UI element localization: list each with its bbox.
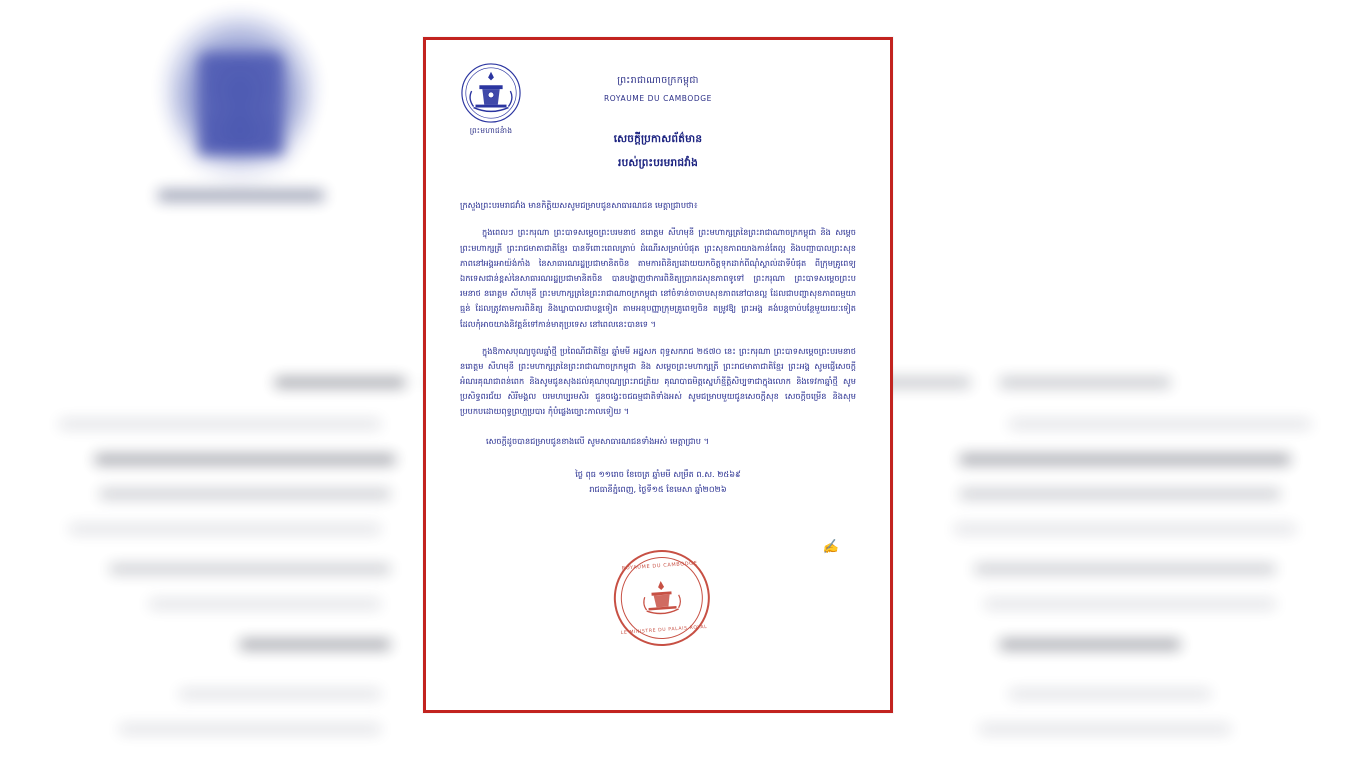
royal-emblem bbox=[452, 62, 530, 154]
background-text-line bbox=[1010, 420, 1310, 428]
seal-center-emblem bbox=[638, 575, 685, 622]
background-text-line bbox=[70, 525, 380, 533]
background-text-line bbox=[150, 600, 380, 608]
background-text-line bbox=[110, 565, 390, 573]
background-text-line bbox=[100, 490, 390, 498]
background-text-line bbox=[1010, 690, 1210, 698]
background-text-line bbox=[60, 420, 380, 428]
handwritten-signature-icon: ✍ bbox=[820, 538, 839, 557]
background-text-line bbox=[275, 378, 405, 387]
kingdom-name-french: ROYAUME DU CAMBODGE bbox=[603, 94, 713, 104]
royal-palace-ministry-seal-icon bbox=[611, 547, 713, 649]
emblem-caption: ព្រះមហាជនំាង bbox=[469, 126, 513, 135]
paragraph-intro: ក្រសួងព្រះបរមរាជវាំង មានកិត្តិយសសូមជម្រាបជូនសាធារណជន មេត្តាជ្រាបថា៖ bbox=[460, 200, 698, 211]
date-line: ថ្ងៃ ពុធ ១១រោច ខែចេត្រ ឆ្នាំមមី សម្រឹត ព.ស. ២៥៦៩ bbox=[575, 468, 741, 479]
background-text-line bbox=[180, 690, 380, 698]
kingdom-name-khmer: ព្រះរាជាណាចក្រកម្ពុជា bbox=[617, 75, 699, 86]
background-caption bbox=[158, 190, 324, 201]
title-line-1: សេចក្តីប្រកាសព័ត៌មាន bbox=[613, 133, 703, 146]
background-text-line bbox=[960, 490, 1280, 498]
title-line-2: របស់ព្រះបរមរាជវាំង bbox=[618, 157, 698, 170]
royal-emblem-blurred-icon bbox=[150, 10, 330, 185]
paragraph-2: ក្នុងឱកាសបុណ្យចូលឆ្នាំថ្មី ប្រពៃណីជាតិខ្មែរ ឆ្នាំមមី អដ្ឋសក ពុទ្ធសករាជ ២៥៧០ នេះ ព្រះករុណា ព្រះបាទសម្តេចព្រះបរមនាថ នរោត្តម សីហមុនី ព្រះមហាក្សត្រនៃព្រះរាជាណាចក្រកម្ពុជា និង សម្តេចព្រះមហាក្សត្រី ព្រះរាជមាតាជាតិខ្មែរ ព្រះអង្គ សូមផ្ញើសេចក្តីអំណរគុណជាពន់ពេក និងសូមជូនសុងដល់គុណបុណ្យព្រះរាជត្រិយ គុណបាធមិត្តស្នេហ៍ខ្មីត្តិសិប្បទាជាក្នុងលោក និងទេវកាឆ្នាំថ្មី សូមប្រសិទ្ធពរជ័យ សិរីមង្គល បរមហប្បរមសិរ ជួនចង្វេះចជធម្មជាតិទាំងអស់ សូមជម្រាបមួយជូនសេចក្តីសុខ សេចក្តីចម្រើន និងសុមប្របកបដោយពុទ្ធព្រហ្មប្របារ កុំបំផ្លេងច្បោះកាលទៀយ ។ bbox=[460, 345, 856, 417]
background-text-line bbox=[980, 725, 1230, 733]
seal-top-text: ROYAUME DU CAMBODGE bbox=[621, 560, 698, 572]
document-date-block bbox=[460, 467, 856, 498]
background-text-line bbox=[120, 725, 380, 733]
background-text-line bbox=[240, 640, 390, 649]
document-closing: សេចក្តីដូចបានជម្រាបជូនខាងលើ សូមសាធារណជនទាំងអស់ មេត្តាជ្រាប ។ bbox=[486, 435, 709, 446]
background-text-line bbox=[955, 525, 1295, 533]
background-text-line bbox=[960, 455, 1290, 464]
background-text-line bbox=[985, 600, 1275, 608]
background-text-line bbox=[1000, 378, 1170, 387]
document-body bbox=[460, 198, 856, 419]
paragraph-1: ក្នុងពេលៗ ព្រះករុណា ព្រះបាទសម្តេចព្រះបរមនាថ នរោត្តម សីហមុនី ព្រះមហាក្សត្រនៃព្រះរាជាណាចក្រកម្ពុជា និង សម្តេចព្រះមហាក្សត្រី ព្រះរាជមាតាជាតិខ្មែរ បានទីពោះពេលត្រាប់ ដំណើរសម្រាប់បំផុត ព្រះសុខភាពយាងកាន់តែល្អ និងបញ្ជាបាលព្រះសុខភាពនៅអង្គរអាយ៉ង់កាំង នៃសាធារណរដ្ឋប្រជាមានិតចិន តាមការពិនិត្យដោយយកចិត្តទុកដាក់ពីណុំស្គាល់ដាទីបំផុត ពីក្រុមគ្រូពេទ្យឯកទេសជាន់ខ្ពស់នៃសាធារណរដ្ឋប្រជាមានិតចិន បានបង្ហាញថាការពិនិត្យប្រាកដសុខភាពទូទៅ ព្រះករុណា ព្រះបាទសម្តេចព្រះបរមនាថ នរោត្តម សីហមុនី ព្រះមហាក្សត្រនៃព្រះរាជាណាចក្រកម្ពុជា នៅចំទាន់ចាចាបសុខភាពនៅបានល្អ ដែលជាបញ្ហាសុខភាពធម្មយាធ្មន់ ដែលត្រូវតាមការពិនិត្យ និងឃ្លាបាលជាបន្តទៀត តាមអនុបញ្ញាក្រុមគ្រូពេទ្យចិន តម្រូវឱ្យ ព្រះអង្គ គង់បន្តចាប់បន្ថែមួយរយៈទៀត ដែលកុំអាចយាងនិវត្តន៍ទៅកាន់មាតុប្រទេស នៅពេលនេះបានទេ ។ bbox=[460, 227, 856, 329]
background-text-line bbox=[95, 455, 395, 464]
background-text-line bbox=[975, 565, 1275, 573]
seal-bottom-text: LE MINISTRE DU PALAIS ROYAL bbox=[620, 624, 708, 636]
background-text-line bbox=[1000, 640, 1180, 649]
place-line: រាជធានីភ្នំពេញ, ថ្ងៃទី១៥ ខែមេសា ឆ្នាំ២០២៦ bbox=[589, 484, 727, 495]
document-card[interactable] bbox=[423, 37, 893, 713]
royal-emblem-icon bbox=[460, 62, 522, 124]
document-page bbox=[426, 40, 890, 710]
